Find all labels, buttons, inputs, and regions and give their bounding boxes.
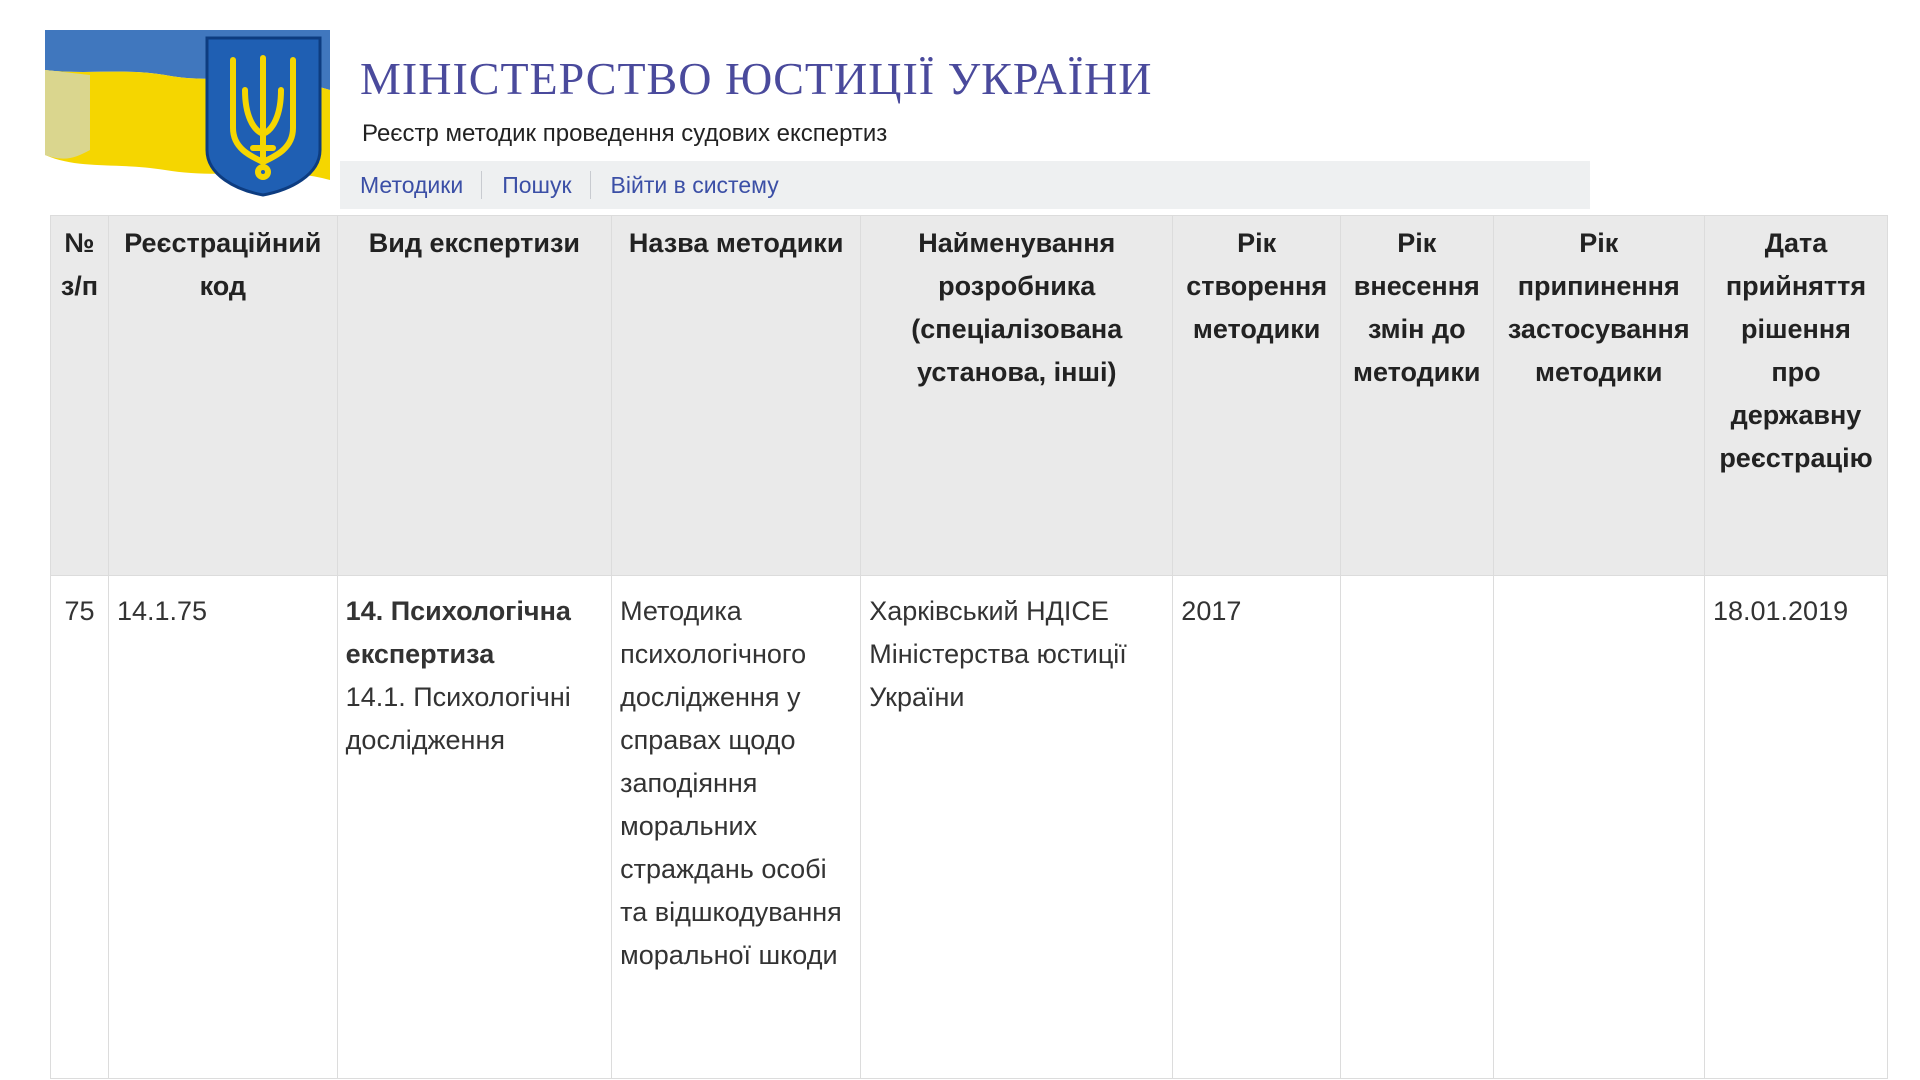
site-header <box>45 30 1545 200</box>
nav-login-link[interactable]: Війти в систему <box>610 172 779 198</box>
column-header-method-name: Назва методики <box>612 216 861 576</box>
column-header-year-created: Рік створення методики <box>1173 216 1341 576</box>
nav-search-link[interactable]: Пошук <box>482 171 590 199</box>
column-header-expertise-type: Вид експертизи <box>337 216 611 576</box>
ministry-title: МІНІСТЕРСТВО ЮСТИЦІЇ УКРАЇНИ <box>360 53 1153 104</box>
column-header-registration-date: Дата прийняття рішення про державну реєстрацію <box>1704 216 1887 576</box>
table-row <box>51 576 1888 1079</box>
cell-year-terminated <box>1493 576 1704 1079</box>
column-header-code: Реєстраційний код <box>108 216 337 576</box>
nav-methods-link[interactable]: Методики <box>340 171 482 199</box>
cell-year-created: 2017 <box>1173 576 1341 1079</box>
cell-method-name: Методика психологічного дослідження у справах щодо заподіяння моральних страждань особі та відшкодування моральної шкоди <box>612 576 861 1079</box>
methods-registry-table <box>50 215 1888 1079</box>
cell-developer: Харківський НДІСЕ Міністерства юстиції України <box>861 576 1173 1079</box>
cell-code: 14.1.75 <box>108 576 337 1079</box>
column-header-developer: Найменування розробника (спеціалізована установа, інші) <box>861 216 1173 576</box>
ukraine-coat-of-arms-icon[interactable] <box>45 30 330 200</box>
cell-number: 75 <box>51 576 109 1079</box>
column-header-year-changed: Рік внесення змін до методики <box>1341 216 1493 576</box>
cell-expertise-type <box>337 576 611 1079</box>
registry-subtitle: Реєстр методик проведення судових експертиз <box>362 120 888 147</box>
expertise-type-title: 14. Психологічна експертиза <box>345 596 571 669</box>
expertise-subtype: 14.1. Психологічні дослідження <box>345 682 571 755</box>
table-header-row <box>51 216 1888 576</box>
main-nav <box>340 161 1590 209</box>
column-header-number: № з/п <box>51 216 109 576</box>
column-header-year-terminated: Рік припинення застосування методики <box>1493 216 1704 576</box>
cell-year-changed <box>1341 576 1493 1079</box>
cell-registration-date: 18.01.2019 <box>1704 576 1887 1079</box>
